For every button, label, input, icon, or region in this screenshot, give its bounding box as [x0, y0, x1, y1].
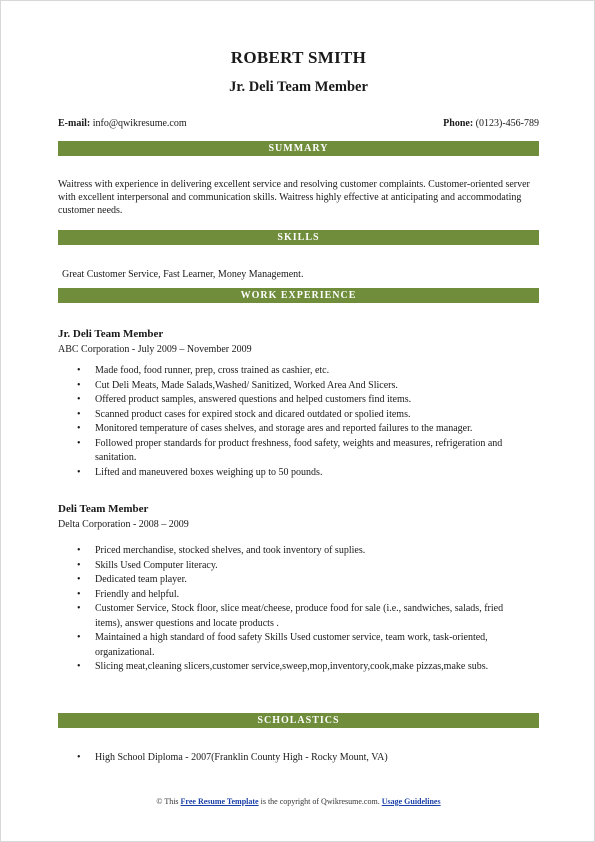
job-title-1: Jr. Deli Team Member [58, 328, 164, 340]
skills-header: SKILLS [58, 230, 539, 245]
candidate-title: Jr. Deli Team Member [229, 79, 368, 95]
footer-middle: is the copyright of Qwikresume.com. [258, 797, 382, 806]
list-item: • Friendly and helpful. [77, 588, 532, 603]
list-item: • Maintained a high standard of food safety Skills Used customer service, team work, task-oriented, organizational. [77, 631, 532, 660]
list-item: • Priced merchandise, stocked shelves, and took inventory of suplies. [77, 544, 532, 559]
list-item: • High School Diploma - 2007(Franklin County High - Rocky Mount, VA) [77, 751, 532, 766]
email-value[interactable]: info@qwikresume.com [92, 118, 187, 129]
phone-value: (0123)-456-789 [475, 118, 539, 129]
list-item: • Dedicated team player. [77, 573, 532, 588]
job-title-2: Deli Team Member [58, 503, 149, 515]
scholastics-list [77, 751, 532, 766]
list-item: • Followed proper standards for product freshness, food safety, weights and measures, refrigeration and sanitation. [77, 437, 532, 466]
list-item: • Lifted and maneuvered boxes weighing up to 50 pounds. [77, 466, 532, 481]
list-item: • Skills Used Computer literacy. [77, 559, 532, 574]
list-item: • Made food, food runner, prep, cross trained as cashier, etc. [77, 364, 532, 379]
job-company-2: Delta Corporation - 2008 – 2009 [58, 519, 189, 530]
summary-header: SUMMARY [58, 141, 539, 156]
list-item: • Slicing meat,cleaning slicers,customer service,sweep,mop,inventory,cook,make pizzas,make subs. [77, 660, 532, 675]
list-item: • Offered product samples, answered questions and helped customers find items. [77, 393, 532, 408]
list-item: • Monitored temperature of cases shelves, and storage ares and reported failures to the manager. [77, 422, 532, 437]
job-bullets-1 [77, 364, 532, 480]
footer [1, 797, 595, 806]
skills-text: Great Customer Service, Fast Learner, Money Management. [62, 269, 304, 280]
list-item: • Cut Deli Meats, Made Salads,Washed/ Sanitized, Worked Area And Slicers. [77, 379, 532, 394]
job-company-1: ABC Corporation - July 2009 – November 2009 [58, 344, 252, 355]
list-item: • Customer Service, Stock floor, slice meat/cheese, produce food for sale (i.e., sandwiches, salads, fried items), answer questions and locate products . [77, 602, 532, 631]
free-resume-template-link[interactable]: Free Resume Template [180, 797, 259, 806]
candidate-name: ROBERT SMITH [230, 48, 367, 67]
phone-line [443, 118, 539, 129]
email-line [58, 118, 187, 129]
phone-label: Phone: [443, 118, 474, 129]
scholastics-header: SCHOLASTICS [58, 713, 539, 728]
job-bullets-2 [77, 544, 532, 675]
summary-text: Waitress with experience in delivering excellent service and resolving customer complaints. Customer-oriented server with excellent interpersonal and communication skills. Waitress highly effective at anticipating and accommodating customer needs. [58, 179, 530, 216]
work-experience-header: WORK EXPERIENCE [58, 288, 539, 303]
usage-guidelines-link[interactable]: Usage Guidelines [381, 797, 441, 806]
list-item: • Scanned product cases for expired stock and dicared outdated or spolied items. [77, 408, 532, 423]
email-label: E-mail: [58, 118, 91, 129]
footer-prefix: © This [156, 797, 181, 806]
